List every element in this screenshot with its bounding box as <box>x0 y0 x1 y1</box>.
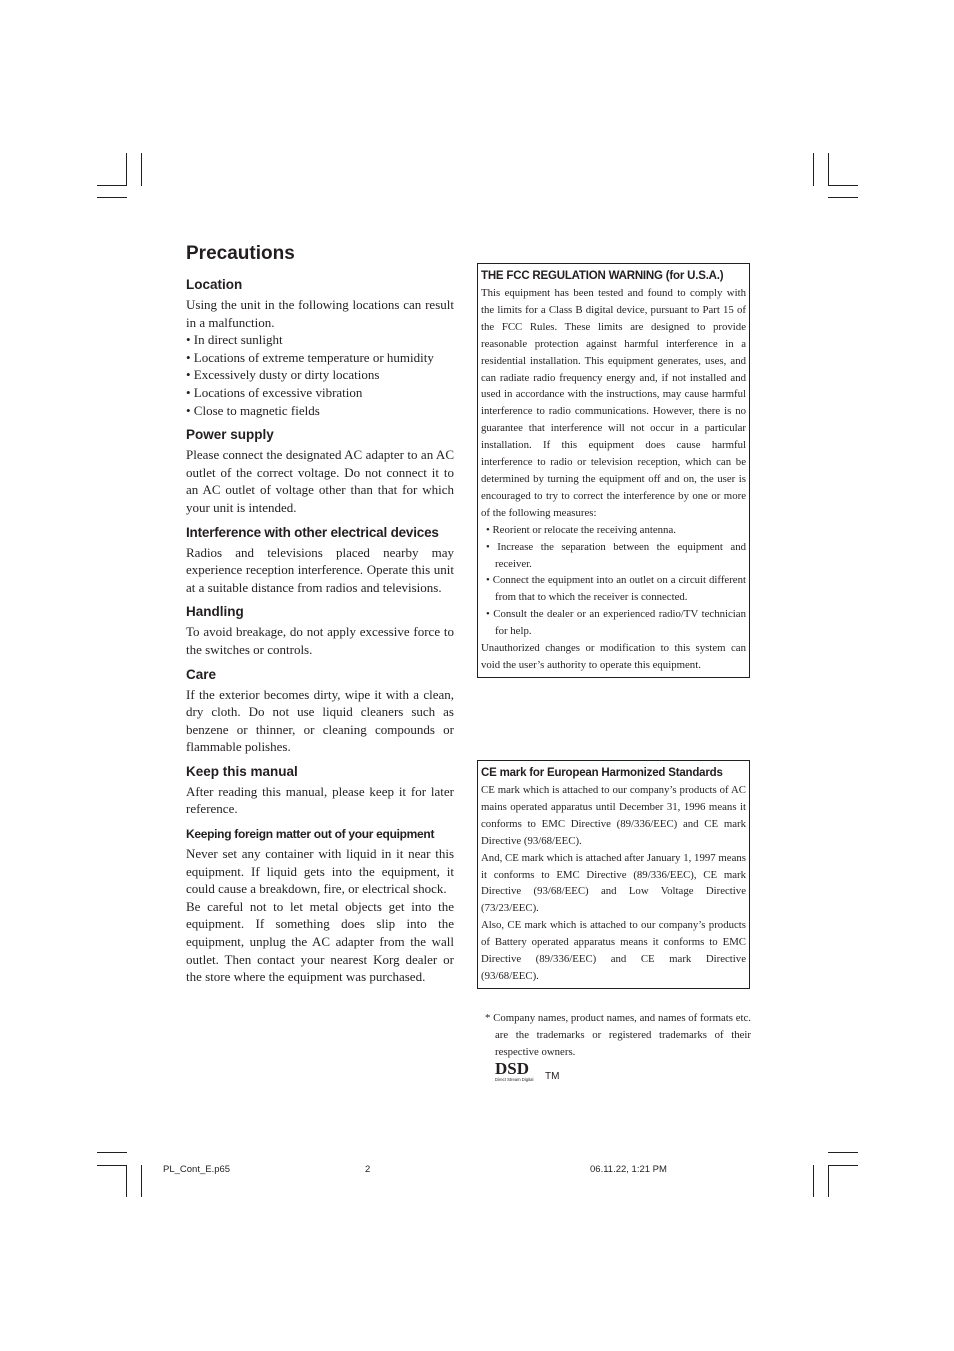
crop-mark <box>828 153 829 186</box>
list-item: • Increase the separation between the equipment and receiver. <box>486 540 746 570</box>
location-list <box>186 331 454 419</box>
fcc-warning-box <box>477 263 750 678</box>
footer-timestamp: 06.11.22, 1:21 PM <box>590 1164 667 1175</box>
crop-mark <box>97 1152 127 1153</box>
list-item: • Connect the equipment into an outlet on a circuit different from that to which the receiver is connected. <box>486 574 746 604</box>
list-item: • Excessively dusty or dirty locations <box>186 367 380 383</box>
section-power-supply <box>186 426 454 516</box>
section-interference <box>186 524 454 597</box>
list-item: • Reorient or relocate the receiving antenna. <box>486 523 676 536</box>
section-heading: Interference with other electrical devices <box>186 524 439 540</box>
trademark-symbol: TM <box>545 1071 560 1082</box>
crop-mark <box>141 153 142 186</box>
section-body: If the exterior becomes dirty, wipe it with a clean, dry cloth. Do not use liquid cleaners such as benzene or thinner, or cleaning compounds or flammable polishes. <box>186 686 454 755</box>
section-care <box>186 666 454 756</box>
crop-mark <box>126 1165 127 1197</box>
footer-filename: PL_Cont_E.p65 <box>163 1164 231 1175</box>
section-location <box>186 276 454 419</box>
crop-mark <box>813 1165 814 1197</box>
crop-mark <box>97 197 127 198</box>
section-body: Using the unit in the following locations can result in a malfunction. <box>186 297 454 330</box>
page-title: Precautions <box>186 243 295 264</box>
list-item: • Locations of extreme temperature or humidity <box>186 349 434 365</box>
list-item: • Close to magnetic fields <box>186 402 320 418</box>
section-keep-manual <box>186 763 454 818</box>
ce-paragraph: Also, CE mark which is attached to our company’s products of Battery operated apparatus means it conforms to EMC Directive (89/336/EEC) and CE mark Directive (93/68/EEC). <box>481 919 746 982</box>
section-foreign-matter <box>186 825 454 986</box>
section-heading: Keeping foreign matter out of your equipment <box>186 827 435 842</box>
section-heading: Care <box>186 666 217 682</box>
crop-mark <box>828 1152 858 1153</box>
crop-mark <box>97 1165 127 1166</box>
ce-title: CE mark for European Harmonized Standards <box>481 767 723 779</box>
section-heading: Keep this manual <box>186 763 298 779</box>
footer-page-number: 2 <box>365 1164 371 1175</box>
section-body: Never set any container with liquid in it near this equipment. If liquid gets into the equipment, it could cause a breakdown, fire, or electrical shock. <box>186 846 454 897</box>
crop-mark <box>828 185 858 186</box>
precautions-column <box>186 276 454 993</box>
list-item: • Consult the dealer or an experienced radio/TV technician for help. <box>486 608 746 638</box>
crop-mark <box>828 1165 858 1166</box>
dsd-logo-text: DSD <box>495 1059 530 1078</box>
ce-paragraph: CE mark which is attached to our company’s products of AC mains operated apparatus until December 31, 1996 means it conforms to EMC Directive (89/336/EEC) and CE mark Directive (93/68/EEC). <box>481 784 746 847</box>
fcc-title: THE FCC REGULATION WARNING (for U.S.A.) <box>481 270 724 282</box>
crop-mark <box>126 153 127 186</box>
crop-mark <box>141 1165 142 1197</box>
section-body: To avoid breakage, do not apply excessive force to the switches or controls. <box>186 624 454 657</box>
section-handling <box>186 603 454 658</box>
section-heading: Location <box>186 277 243 292</box>
fcc-body: This equipment has been tested and found to comply with the limits for a Class B digital device, pursuant to Part 15 of the FCC Rules. These limits are designed to provide reasonable protection against harmful interference in a residential installation. This equipment generates, uses, and can radiate radio frequency energy and, if not installed and used in accordance with the instructions, may cause harmful interference to radio communications. However, there is no guarantee that interference will not occur in a particular installation. If this equipment does cause harmful interference to radio or television reception, which can be determined by turning the equipment off and on, the user is encouraged to try to correct the interference by one or more of the following measures: <box>481 287 746 519</box>
crop-mark <box>828 1165 829 1197</box>
ce-mark-box <box>477 760 750 989</box>
ce-paragraph: And, CE mark which is attached after January 1, 1997 means it conforms to EMC Directive (89/336/EEC), CE mark Directive (93/68/EEC) and Low Voltage Directive (73/23/EEC). <box>481 851 746 915</box>
crop-mark <box>97 185 127 186</box>
section-body: Please connect the designated AC adapter to an AC outlet of the correct voltage. Do not connect it to an AC outlet of voltage other than that for which your unit is intended. <box>186 447 454 515</box>
section-body: Radios and televisions placed nearby may experience reception interference. Operate this unit at a suitable distance from radios and televisions. <box>186 544 454 595</box>
crop-mark <box>813 153 814 186</box>
dsd-logo <box>494 1058 542 1084</box>
section-heading: Handling <box>186 604 244 620</box>
list-item: • In direct sunlight <box>186 332 283 348</box>
section-body: After reading this manual, please keep it for later reference. <box>186 783 454 817</box>
crop-mark <box>828 197 858 198</box>
section-heading: Power supply <box>186 427 274 443</box>
fcc-measures-list <box>481 522 746 640</box>
fcc-footer: Unauthorized changes or modification to this system can void the user’s authority to operate this equipment. <box>481 642 746 671</box>
dsd-logo-subtext: Direct Stream Digital <box>495 1077 534 1082</box>
list-item: • Locations of excessive vibration <box>186 384 363 400</box>
trademark-note: * Company names, product names, and names of formats etc. are the trademarks or registered trademarks of their respective owners. <box>485 1011 751 1058</box>
section-body: Be careful not to let metal objects get into the equipment. If something does slip into the equipment, unplug the AC adapter from the wall outlet. Then contact your nearest Korg dealer or the store where the equipment was purchased. <box>186 898 454 985</box>
